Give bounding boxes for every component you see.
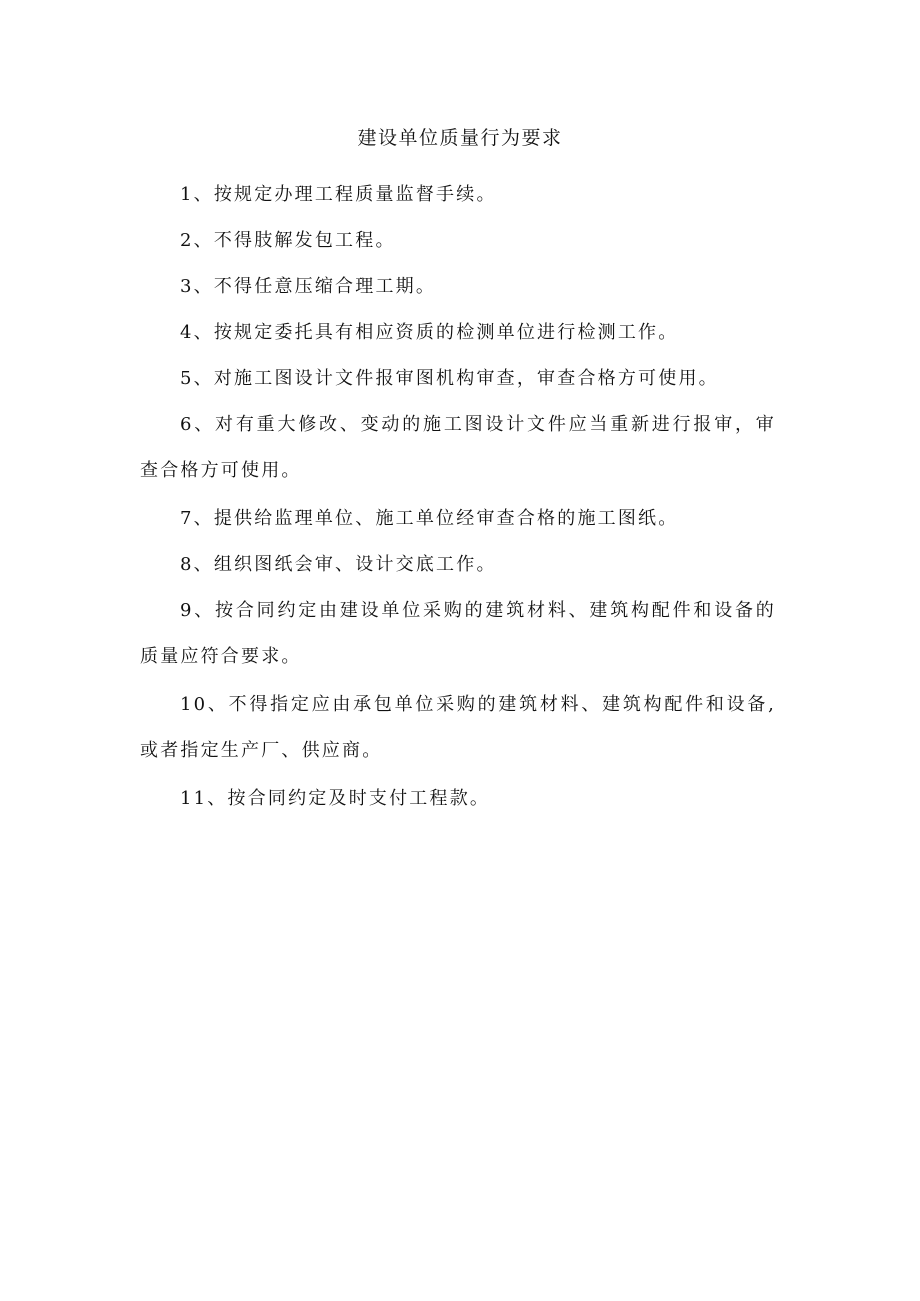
- requirement-item-1: 1、按规定办理工程质量监督手续。: [180, 184, 497, 205]
- requirement-item-6: 6、对有重大修改、变动的施工图设计文件应当重新进行报审，审查合格方可使用。: [140, 414, 776, 481]
- requirement-item-8: 8、组织图纸会审、设计交底工作。: [180, 554, 497, 575]
- requirement-item-7: 7、提供给监理单位、施工单位经审查合格的施工图纸。: [180, 508, 679, 529]
- requirement-item-3: 3、不得任意压缩合理工期。: [180, 276, 437, 297]
- requirement-item-2: 2、不得肢解发包工程。: [180, 230, 396, 251]
- requirement-item-10: 10、不得指定应由承包单位采购的建筑材料、建筑构配件和设备,或者指定生产厂、供应商。: [140, 694, 776, 761]
- document-title: 建设单位质量行为要求: [357, 127, 563, 149]
- requirements-list: [140, 172, 776, 822]
- requirement-item-9: 9、按合同约定由建设单位采购的建筑材料、建筑构配件和设备的质量应符合要求。: [140, 600, 776, 667]
- requirement-item-5: 5、对施工图设计文件报审图机构审查，审查合格方可使用。: [180, 368, 719, 389]
- requirement-item-11: 11、按合同约定及时支付工程款。: [180, 788, 491, 809]
- requirement-item-4: 4、按规定委托具有相应资质的检测单位进行检测工作。: [180, 322, 679, 343]
